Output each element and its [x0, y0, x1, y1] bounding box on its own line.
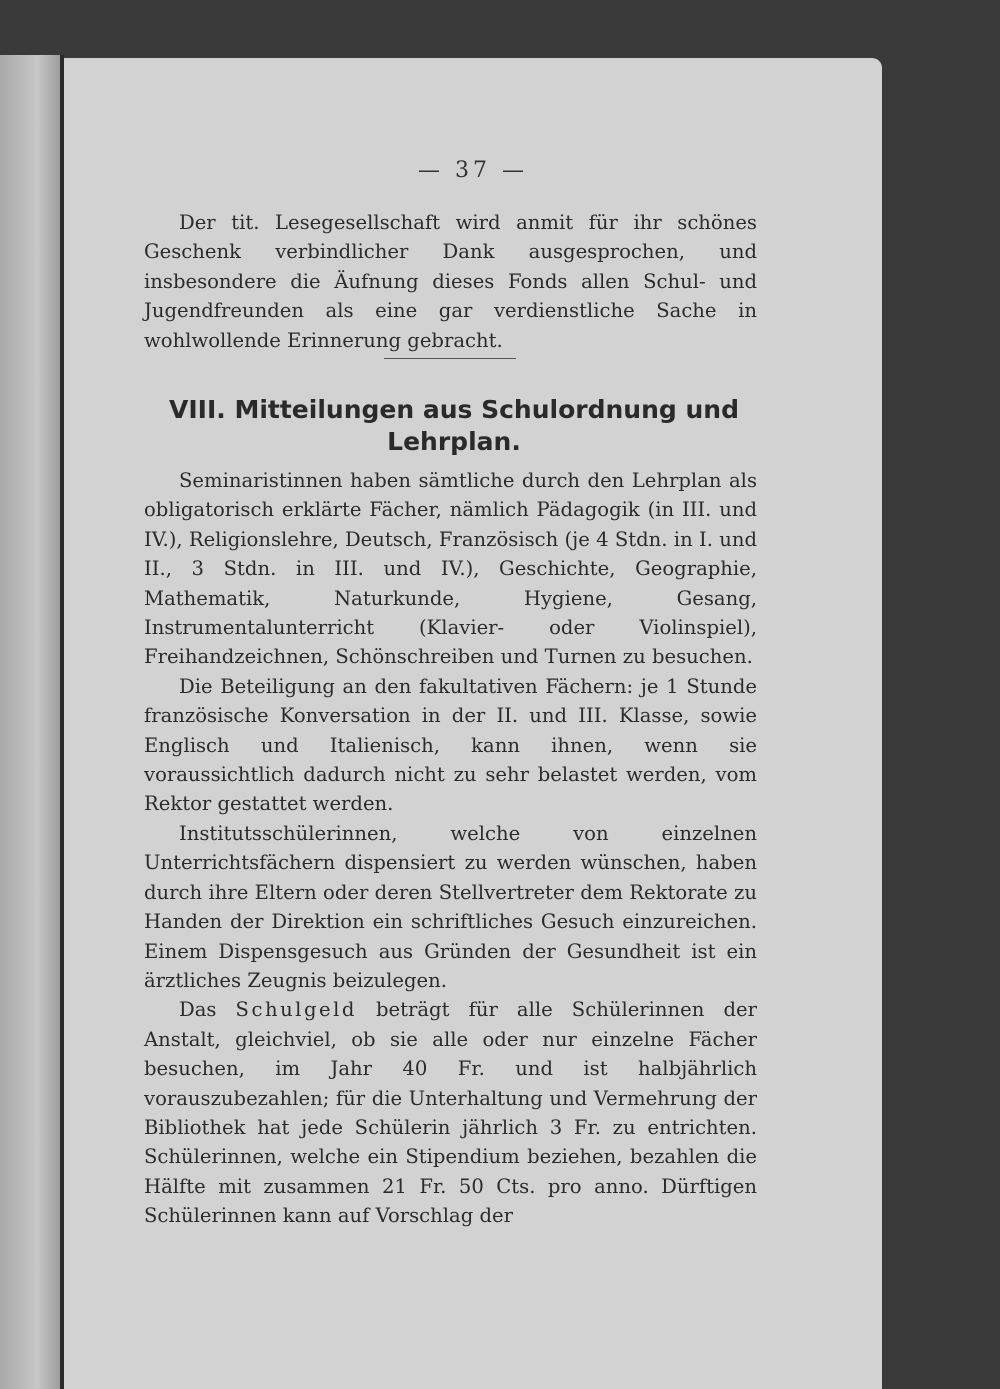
paragraph-dispens: Institutsschülerinnen, welche von einzelnen Unterrichtsfächern dispensiert zu werden wünschen, haben durch ihre Eltern oder deren Stellvertreter dem Rektorate zu Handen der Direktion ein schriftliches Gesuch einzureichen. Einem Dispensgesuch aus Gründen der Gesundheit ist ein ärztliches Zeugnis beizulegen. [144, 821, 757, 992]
paragraph-rest: beträgt für alle Schülerinnen der Anstalt, gleichviel, ob sie alle oder nur einzelne Fächer besuchen, im Jahr 40 Fr. und ist halbjährlich vorauszubezahlen; für die Unterhaltung und Vermehrung der Bibliothek hat jede Schülerin jährlich 3 Fr. zu entrichten. Schülerinnen, welche ein Stipendium beziehen, bezahlen die Hälfte mit zusammen 21 Fr. 50 Cts. pro anno. Dürftigen Schülerinnen kann auf Vorschlag der [144, 998, 757, 1228]
paragraph-schulgeld [144, 995, 757, 1230]
paragraph-seminaristinnen: Seminaristinnen haben sämtliche durch den Lehrplan als obligatorisch erklärte Fächer, nämlich Pädagogik (in III. und IV.), Religionslehre, Deutsch, Französisch (je 4 Stdn. in I. und II., 3 Stdn. in III. und IV.), Geschichte, Geographie, Mathematik, Naturkunde, Hygiene, Gesang, Instrumentalunterricht (Klavier- oder Violinspiel), Freihandzeichnen, Schönschreiben und Turnen zu besuchen. [144, 469, 757, 669]
page-number: — 37 — [418, 158, 528, 183]
paragraph-fakultative-faecher: Die Beteiligung an den fakultativen Fächern: je 1 Stunde französische Konversation in der II. und III. Klasse, sowie Englisch und Italienisch, kann ihnen, wenn sie voraussichtlich dadurch nicht zu sehr belastet werden, vom Rektor gestattet werden. [144, 674, 757, 816]
intro-paragraph: Der tit. Lesegesellschaft wird anmit für ihr schönes Geschenk verbindlicher Dank ausgesprochen, und insbesondere die Äufnung dieses Fonds allen Schul- und Jugendfreunden als eine gar verdienstliche Sache in wohlwollende Erinnerung gebracht. [144, 211, 757, 352]
spaced-term-schulgeld: Schulgeld [235, 998, 357, 1022]
section-divider [384, 358, 516, 359]
paragraph-lead: Das [179, 998, 217, 1022]
intro-text [144, 208, 757, 355]
section-body [144, 466, 757, 1231]
left-page-edge [0, 55, 62, 1389]
document-page [64, 58, 882, 1389]
section-heading: VIII. Mitteilungen aus Schulordnung und Lehrplan. [169, 395, 739, 456]
